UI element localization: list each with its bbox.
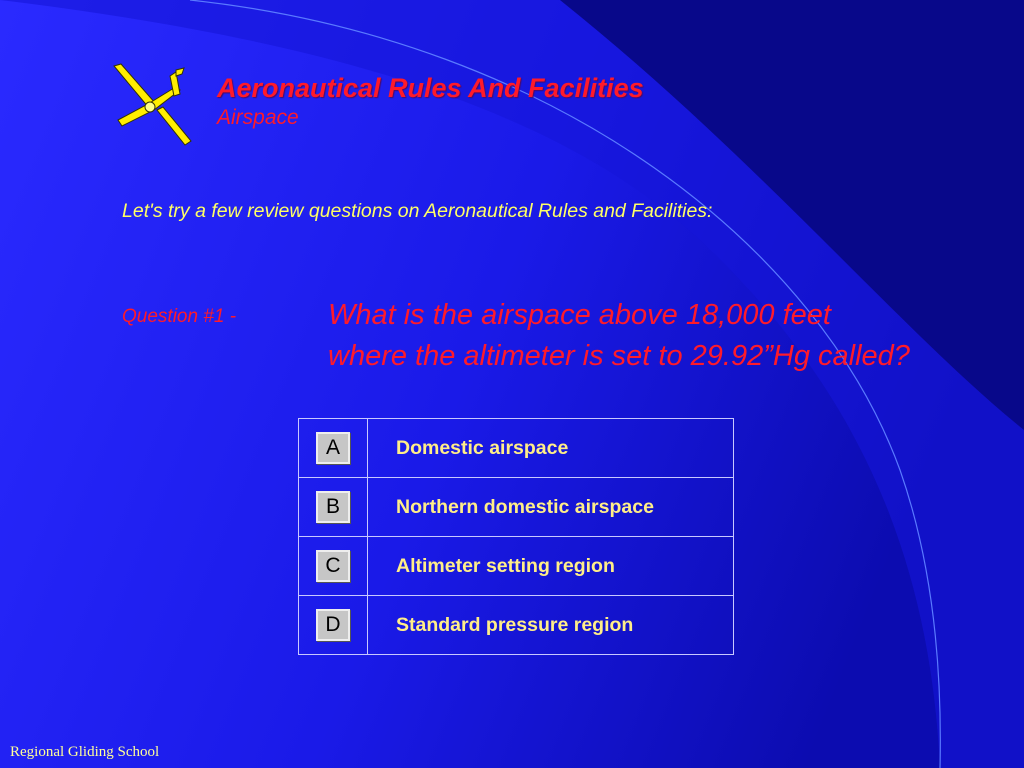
answer-d-text[interactable]: Standard pressure region bbox=[368, 596, 734, 655]
question-line-1: What is the airspace above 18,000 feet bbox=[328, 299, 831, 331]
question-line-2: where the altimeter is set to 29.92”Hg called? bbox=[328, 340, 910, 372]
answer-row-b[interactable] bbox=[299, 478, 734, 537]
answer-letter-cell bbox=[299, 478, 368, 537]
answer-letter-cell bbox=[299, 419, 368, 478]
question-label: Question #1 - bbox=[122, 306, 237, 327]
answer-letter-cell bbox=[299, 596, 368, 655]
answer-row-a[interactable] bbox=[299, 419, 734, 478]
answer-a-button[interactable]: A bbox=[316, 432, 350, 464]
slide-title: Aeronautical Rules And Facilities bbox=[217, 73, 644, 103]
answer-row-c[interactable] bbox=[299, 537, 734, 596]
answer-letter-cell bbox=[299, 537, 368, 596]
glider-icon bbox=[108, 60, 198, 150]
footer-text: Regional Gliding School bbox=[10, 744, 160, 760]
answer-c-button[interactable]: C bbox=[316, 550, 350, 582]
answer-a-text[interactable]: Domestic airspace bbox=[368, 419, 734, 478]
answer-table bbox=[298, 418, 734, 655]
answer-b-button[interactable]: B bbox=[316, 491, 350, 523]
answer-row-d[interactable] bbox=[299, 596, 734, 655]
answer-b-text[interactable]: Northern domestic airspace bbox=[368, 478, 734, 537]
answer-c-text[interactable]: Altimeter setting region bbox=[368, 537, 734, 596]
question-text bbox=[328, 295, 910, 377]
slide-subtitle: Airspace bbox=[217, 106, 299, 129]
intro-text: Let's try a few review questions on Aeronautical Rules and Facilities: bbox=[122, 200, 713, 222]
answer-d-button[interactable]: D bbox=[316, 609, 350, 641]
